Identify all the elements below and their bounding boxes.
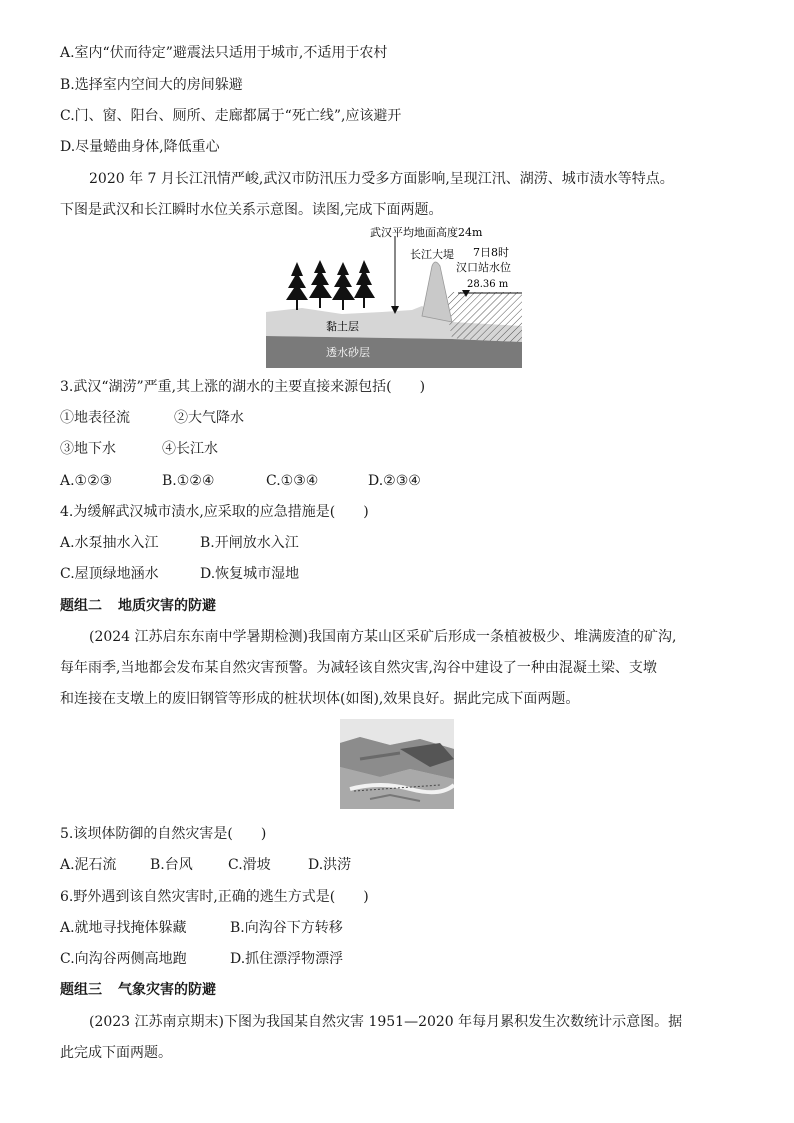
label-time: 7日8时 xyxy=(473,246,509,259)
water-level-figure xyxy=(262,222,528,370)
label-clay: 黏土层 xyxy=(326,320,359,333)
option-c: C.向沟谷两侧高地跑 xyxy=(60,951,187,967)
intro-paragraph-line: (2023 江苏南京期末)下图为我国某自然灾害 1951—2020 年每月累积发生次数统计示意图。据 xyxy=(89,1014,683,1030)
option-c: C.滑坡 xyxy=(228,857,271,873)
option-a: A.泥石流 xyxy=(60,857,117,873)
q4-options-row xyxy=(60,564,299,584)
option-d: D.抓住漂浮物漂浮 xyxy=(230,951,344,967)
option-c: C.屋顶绿地涵水 xyxy=(60,566,159,582)
label-dike: 长江大堤 xyxy=(410,248,454,261)
option-d: D.尽量蜷曲身体,降低重心 xyxy=(60,139,220,155)
dike xyxy=(422,262,452,322)
q3-items-row xyxy=(60,408,244,428)
option-b: B.选择室内空间大的房间躲避 xyxy=(60,77,243,93)
option-a: A.就地寻找掩体躲藏 xyxy=(60,920,187,936)
q3-items-row xyxy=(60,439,218,459)
q6-options-row xyxy=(60,918,343,938)
q3-options xyxy=(60,471,421,491)
sand-layer xyxy=(266,336,522,368)
question-5-stem: 5.该坝体防御的自然灾害是( ) xyxy=(60,826,267,842)
label-station: 汉口站水位 xyxy=(456,261,511,274)
option-b: B.开闸放水入江 xyxy=(200,535,299,551)
option-c: C.门、窗、阳台、厕所、走廊都属于“死亡线”,应该避开 xyxy=(60,108,402,124)
option-c: C.①③④ xyxy=(266,473,319,489)
option-d: D.洪涝 xyxy=(308,857,352,873)
option-d: D.恢复城市湿地 xyxy=(200,566,300,582)
option-b: B.向沟谷下方转移 xyxy=(230,920,343,936)
tree-icons xyxy=(286,260,375,310)
river-water xyxy=(448,292,522,344)
question-3-stem: 3.武汉“湖涝”严重,其上涨的湖水的主要直接来源包括( ) xyxy=(60,379,426,395)
option-b: B.台风 xyxy=(150,857,193,873)
intro-paragraph-line: 2020 年 7 月长江汛情严峻,武汉市防汛压力受多方面影响,呈现江汛、湖涝、城市渍水等特点。 xyxy=(89,171,674,187)
group-title: 题组二 xyxy=(60,598,102,614)
q3-item: ①地表径流 xyxy=(60,410,130,426)
intro-paragraph-line: 下图是武汉和长江瞬时水位关系示意图。读图,完成下面两题。 xyxy=(60,202,443,218)
intro-paragraph-line: 此完成下面两题。 xyxy=(60,1045,172,1061)
option-d: D.②③④ xyxy=(368,473,421,489)
q3-item: ④长江水 xyxy=(162,441,218,457)
option-b: B.①②④ xyxy=(162,473,215,489)
question-6-stem: 6.野外遇到该自然灾害时,正确的逃生方式是( ) xyxy=(60,889,369,905)
group-title: 题组三 xyxy=(60,982,102,998)
group-subtitle: 地质灾害的防避 xyxy=(118,598,216,614)
q6-options-row xyxy=(60,949,343,969)
option-a: A.室内“伏而待定”避震法只适用于城市,不适用于农村 xyxy=(60,45,388,61)
intro-paragraph-line: 每年雨季,当地都会发布某自然灾害预警。为减轻该自然灾害,沟谷中建设了一种由混凝土梁、支墩 xyxy=(60,660,657,676)
section-heading-group-3 xyxy=(60,980,216,1000)
label-sand: 透水砂层 xyxy=(326,346,370,359)
label-level: 28.36 m xyxy=(467,279,509,290)
intro-paragraph-line: (2024 江苏启东东南中学暑期检测)我国南方某山区采矿后形成一条植被极少、堆满废渣的矿沟, xyxy=(89,629,677,645)
label-avg-height: 武汉平均地面高度24m xyxy=(370,226,483,239)
intro-paragraph-line: 和连接在支墩上的废旧钢管等形成的桩状坝体(如图),效果良好。据此完成下面两题。 xyxy=(60,691,580,707)
q4-options-row xyxy=(60,533,299,553)
q3-item: ③地下水 xyxy=(60,441,116,457)
dam-photo xyxy=(340,719,454,809)
group-subtitle: 气象灾害的防避 xyxy=(118,982,216,998)
question-4-stem: 4.为缓解武汉城市渍水,应采取的应急措施是( ) xyxy=(60,504,369,520)
option-a: A.①②③ xyxy=(60,473,113,489)
q3-item: ②大气降水 xyxy=(174,410,244,426)
option-a: A.水泵抽水入江 xyxy=(60,535,159,551)
q5-options xyxy=(60,855,351,875)
section-heading-group-2 xyxy=(60,596,216,616)
